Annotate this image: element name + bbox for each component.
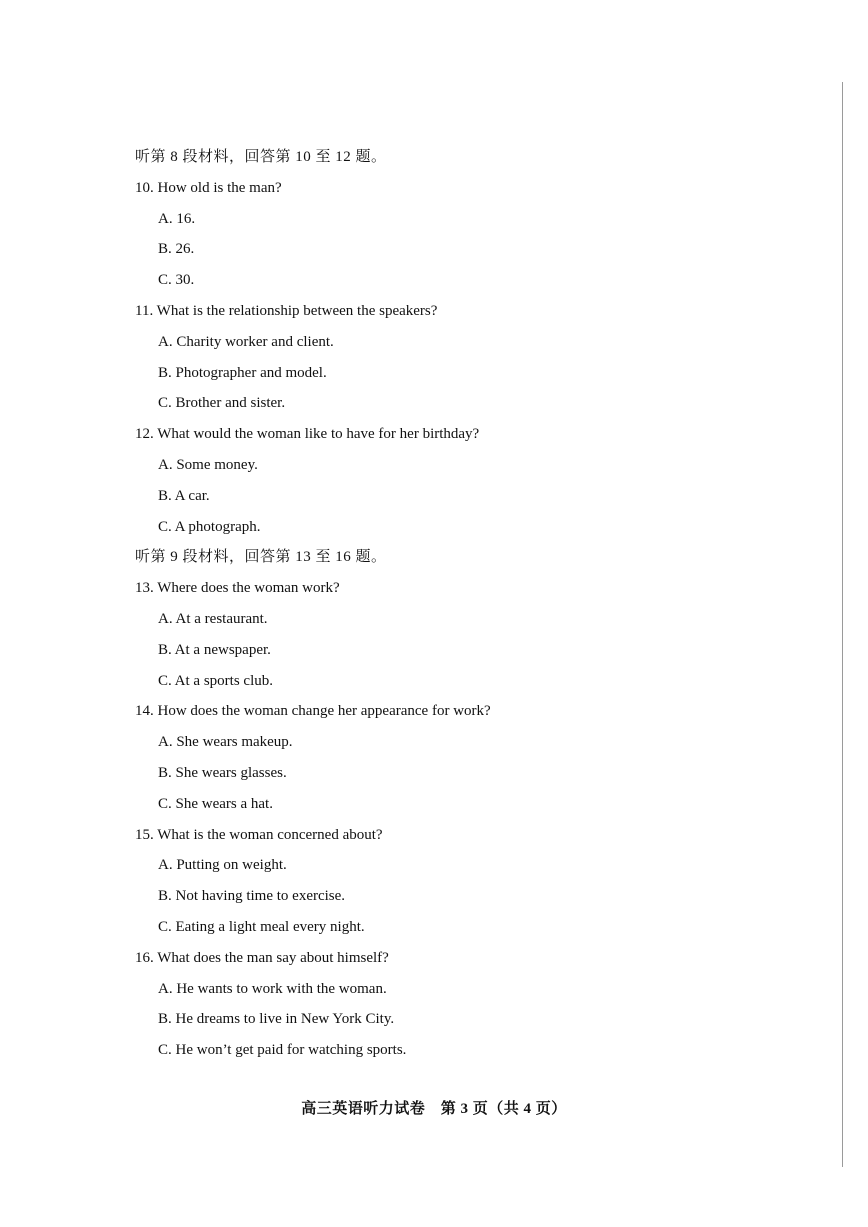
option-15-c: C. Eating a light meal every night. (158, 918, 365, 935)
option-10-a: A. 16. (158, 210, 196, 227)
section-intro-9: 听第 9 段材料，回答第 13 至 16 题。 (135, 549, 387, 566)
option-15-a: A. Putting on weight. (158, 857, 287, 874)
question-16: 16. What does the man say about himself? (135, 949, 389, 966)
option-13-c: C. At a sports club. (158, 672, 273, 689)
option-10-c: C. 30. (158, 272, 195, 289)
section-intro-8: 听第 8 段材料，回答第 10 至 12 题。 (135, 149, 387, 165)
option-16-c: C. He won’t get paid for watching sports. (158, 1042, 407, 1059)
option-12-b: B. A car. (158, 487, 210, 504)
option-14-a: A. She wears makeup. (158, 734, 293, 751)
question-15: 15. What is the woman concerned about? (135, 826, 383, 843)
option-16-a: A. He wants to work with the woman. (158, 980, 387, 997)
option-12-c: C. A photograph. (158, 518, 261, 535)
question-13: 13. Where does the woman work? (135, 580, 340, 597)
option-14-b: B. She wears glasses. (158, 764, 287, 781)
option-11-b: B. Photographer and model. (158, 364, 327, 381)
option-11-a: A. Charity worker and client. (158, 333, 334, 350)
exam-content (135, 146, 825, 1070)
question-12: 12. What would the woman like to have for her birthday? (135, 426, 480, 443)
option-11-c: C. Brother and sister. (158, 395, 286, 412)
page-edge-line (842, 82, 843, 1167)
option-13-a: A. At a restaurant. (158, 610, 268, 627)
option-12-a: A. Some money. (158, 456, 258, 473)
question-14: 14. How does the woman change her appearance for work? (135, 703, 491, 720)
option-13-b: B. At a newspaper. (158, 641, 271, 658)
option-14-c: C. She wears a hat. (158, 795, 273, 812)
page-footer: 高三英语听力试卷 第 3 页（共 4 页） (301, 1101, 567, 1117)
question-10: 10. How old is the man? (135, 179, 282, 196)
option-10-b: B. 26. (158, 241, 195, 258)
option-16-b: B. He dreams to live in New York City. (158, 1011, 395, 1028)
question-11: 11. What is the relationship between the speakers? (135, 302, 438, 319)
option-15-b: B. Not having time to exercise. (158, 888, 346, 905)
